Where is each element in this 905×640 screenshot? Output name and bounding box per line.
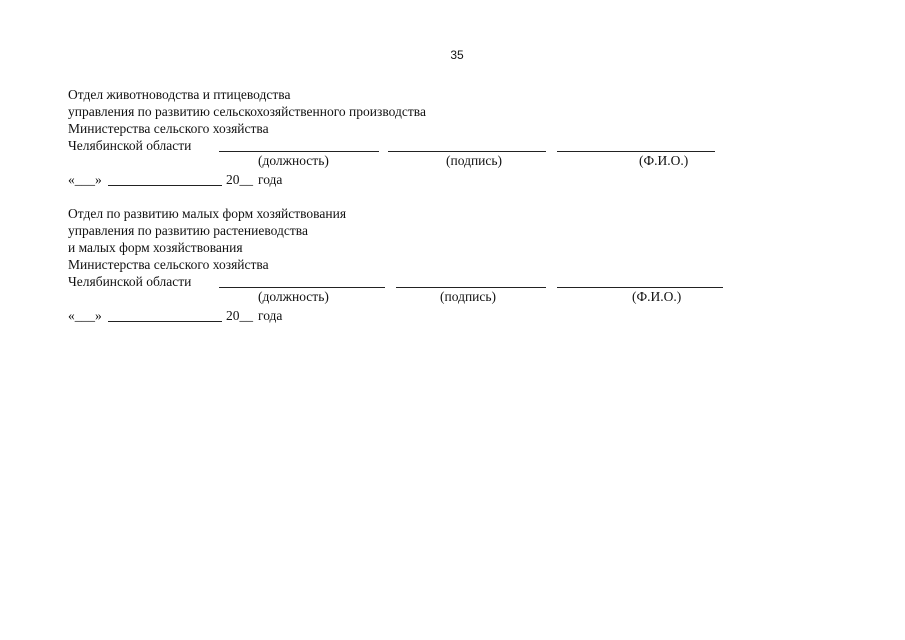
date-year: 20__	[226, 172, 253, 187]
org-line: управления по развитию растениеводства	[68, 223, 308, 238]
name-caption: (Ф.И.О.)	[639, 153, 689, 168]
date-day: «___»	[68, 172, 102, 187]
name-line[interactable]	[557, 151, 715, 152]
org-line-region: Челябинской области	[68, 274, 192, 289]
position-caption: (должность)	[258, 289, 329, 304]
date-month-line[interactable]	[108, 185, 222, 186]
date-year: 20__	[226, 308, 253, 323]
date-year-word: года	[258, 172, 283, 187]
org-line: Министерства сельского хозяйства	[68, 121, 269, 136]
position-caption: (должность)	[258, 153, 329, 168]
name-caption: (Ф.И.О.)	[632, 289, 682, 304]
approval-block-small-farms	[68, 205, 748, 324]
org-line: Министерства сельского хозяйства	[68, 257, 269, 272]
org-line: управления по развитию сельскохозяйственного производства	[68, 104, 426, 119]
caption-row	[68, 290, 748, 307]
org-line: и малых форм хозяйствования	[68, 240, 243, 255]
org-line: Отдел животноводства и птицеводства	[68, 87, 291, 102]
caption-row	[68, 154, 748, 171]
date-row	[68, 171, 748, 188]
org-line: Отдел по развитию малых форм хозяйствования	[68, 206, 347, 221]
signature-caption: (подпись)	[446, 153, 503, 168]
date-row	[68, 307, 748, 324]
org-line-region: Челябинской области	[68, 138, 192, 153]
date-day: «___»	[68, 308, 102, 323]
page-number: 35	[450, 48, 464, 62]
date-year-word: года	[258, 308, 283, 323]
approval-block-livestock	[68, 86, 748, 188]
signature-caption: (подпись)	[440, 289, 497, 304]
date-month-line[interactable]	[108, 321, 222, 322]
